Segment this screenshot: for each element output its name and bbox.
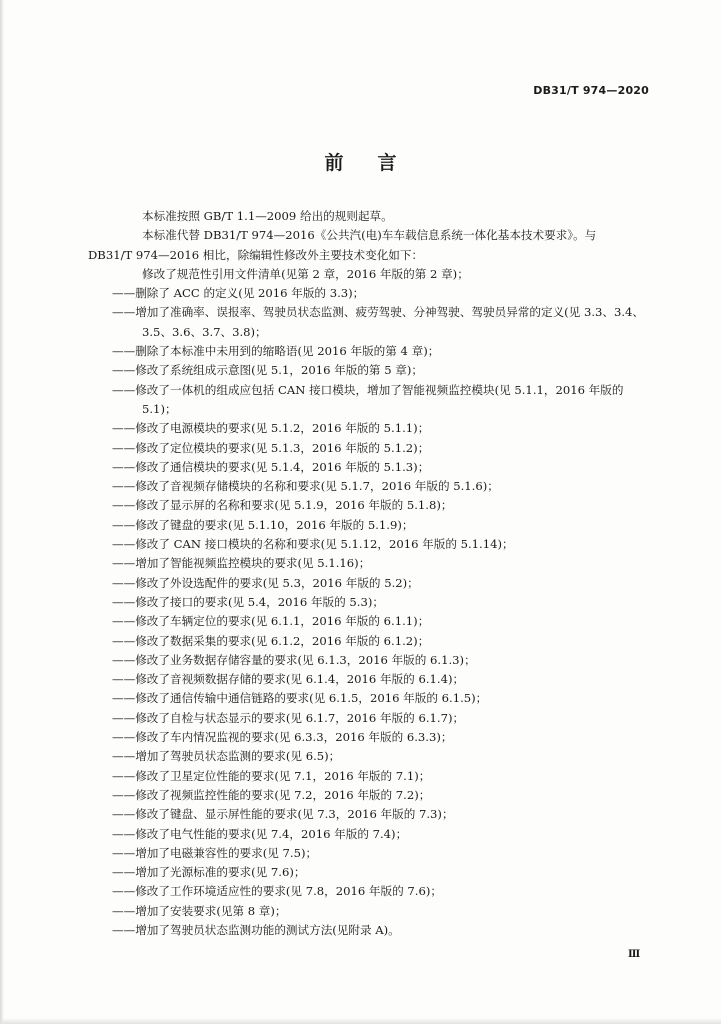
change-list-item: ——增加了准确率、误报率、驾驶员状态监测、疲劳驾驶、分神驾驶、驾驶员异常的定义(见 3.3、3.4、: [112, 305, 645, 320]
change-list-item: ——增加了光源标准的要求(见 7.6)；: [112, 865, 306, 880]
body-paragraph-line: 修改了规范性引用文件清单(见第 2 章，2016 年版的第 2 章)；: [142, 266, 469, 281]
change-list-item: ——增加了驾驶员状态监测功能的测试方法(见附录 A)。: [112, 922, 400, 937]
change-list-item: ——修改了键盘、显示屏性能的要求(见 7.3，2016 年版的 7.3)；: [112, 807, 454, 822]
change-list-item: ——修改了 CAN 接口模块的名称和要求(见 5.1.12，2016 年版的 5.1.14)；: [112, 537, 514, 552]
change-list-item: ——修改了键盘的要求(见 5.1.10，2016 年版的 5.1.9)；: [112, 517, 414, 532]
change-list-item: ——修改了接口的要求(见 5.4，2016 年版的 5.3)；: [112, 594, 384, 609]
change-list-item: ——修改了视频监控性能的要求(见 7.2，2016 年版的 7.2)；: [112, 787, 431, 802]
body-paragraph-line: 3.5、3.6、3.7、3.8)；: [142, 324, 267, 339]
change-list-item: ——修改了车辆定位的要求(见 6.1.1，2016 年版的 6.1.1)；: [112, 614, 430, 629]
body-paragraph-line: 5.1)；: [142, 401, 177, 416]
body-paragraph-line: 本标准代替 DB31/T 974—2016《公共汽(电)车车载信息系统一体化基本技术要求》。与: [142, 228, 597, 243]
change-list-item: ——修改了业务数据存储容量的要求(见 6.1.3，2016 年版的 6.1.3)；: [112, 652, 476, 667]
page-number: Ⅲ: [628, 949, 641, 960]
scan-shadow-bottom: [0, 1018, 721, 1024]
change-list-item: ——增加了驾驶员状态监测的要求(见 6.5)；: [112, 749, 341, 764]
body-paragraph-line: 本标准按照 GB/T 1.1—2009 给出的规则起草。: [142, 209, 393, 223]
change-list-item: ——修改了电源模块的要求(见 5.1.2，2016 年版的 5.1.1)；: [112, 421, 430, 436]
change-list-item: ——修改了定位模块的要求(见 5.1.3，2016 年版的 5.1.2)；: [112, 440, 430, 455]
change-list-item: ——修改了音视频存储模块的名称和要求(见 5.1.7，2016 年版的 5.1.6)；: [112, 479, 499, 494]
change-list-item: ——增加了电磁兼容性的要求(见 7.5)；: [112, 845, 318, 860]
standard-number: DB31/T 974—2020: [533, 84, 649, 97]
change-list-item: ——修改了电气性能的要求(见 7.4，2016 年版的 7.4)；: [112, 826, 408, 841]
change-list-item: ——删除了 ACC 的定义(见 2016 年版的 3.3)；: [112, 286, 365, 301]
change-list-item: ——增加了智能视频监控模块的要求(见 5.1.16)；: [112, 556, 371, 571]
change-list-item: ——修改了音视频数据存储的要求(见 6.1.4，2016 年版的 6.1.4)；: [112, 672, 465, 687]
change-list-item: ——修改了一体机的组成应包括 CAN 接口模块，增加了智能视频监控模块(见 5.1.1，2016 年版的: [112, 382, 624, 397]
change-list-item: ——删除了本标准中未用到的缩略语(见 2016 年版的第 4 章)；: [112, 344, 440, 359]
change-list-item: ——修改了通信模块的要求(见 5.1.4，2016 年版的 5.1.3)；: [112, 459, 430, 474]
change-list-item: ——修改了显示屏的名称和要求(见 5.1.9，2016 年版的 5.1.8)；: [112, 498, 453, 513]
foreword-body: [88, 207, 659, 940]
change-list-item: ——修改了自检与状态显示的要求(见 6.1.7，2016 年版的 6.1.7)；: [112, 710, 465, 725]
body-paragraph-line: DB31/T 974—2016 相比，除编辑性修改外主要技术变化如下：: [88, 247, 424, 262]
change-list-item: ——修改了工作环境适应性的要求(见 7.8，2016 年版的 7.6)；: [112, 884, 442, 899]
change-list-item: ——修改了系统组成示意图(见 5.1，2016 年版的第 5 章)；: [112, 363, 423, 378]
change-list-item: ——增加了安装要求(见第 8 章)；: [112, 903, 287, 918]
change-list-item: ——修改了通信传输中通信链路的要求(见 6.1.5，2016 年版的 6.1.5)；: [112, 691, 488, 706]
page-title: 前言: [324, 152, 431, 174]
change-list-item: ——修改了外设选配件的要求(见 5.3，2016 年版的 5.2)；: [112, 575, 419, 590]
change-list-item: ——修改了数据采集的要求(见 6.1.2，2016 年版的 6.1.2)；: [112, 633, 430, 648]
change-list-item: ——修改了卫星定位性能的要求(见 7.1，2016 年版的 7.1)；: [112, 768, 431, 783]
change-list-item: ——修改了车内情况监视的要求(见 6.3.3，2016 年版的 6.3.3)；: [112, 730, 453, 745]
